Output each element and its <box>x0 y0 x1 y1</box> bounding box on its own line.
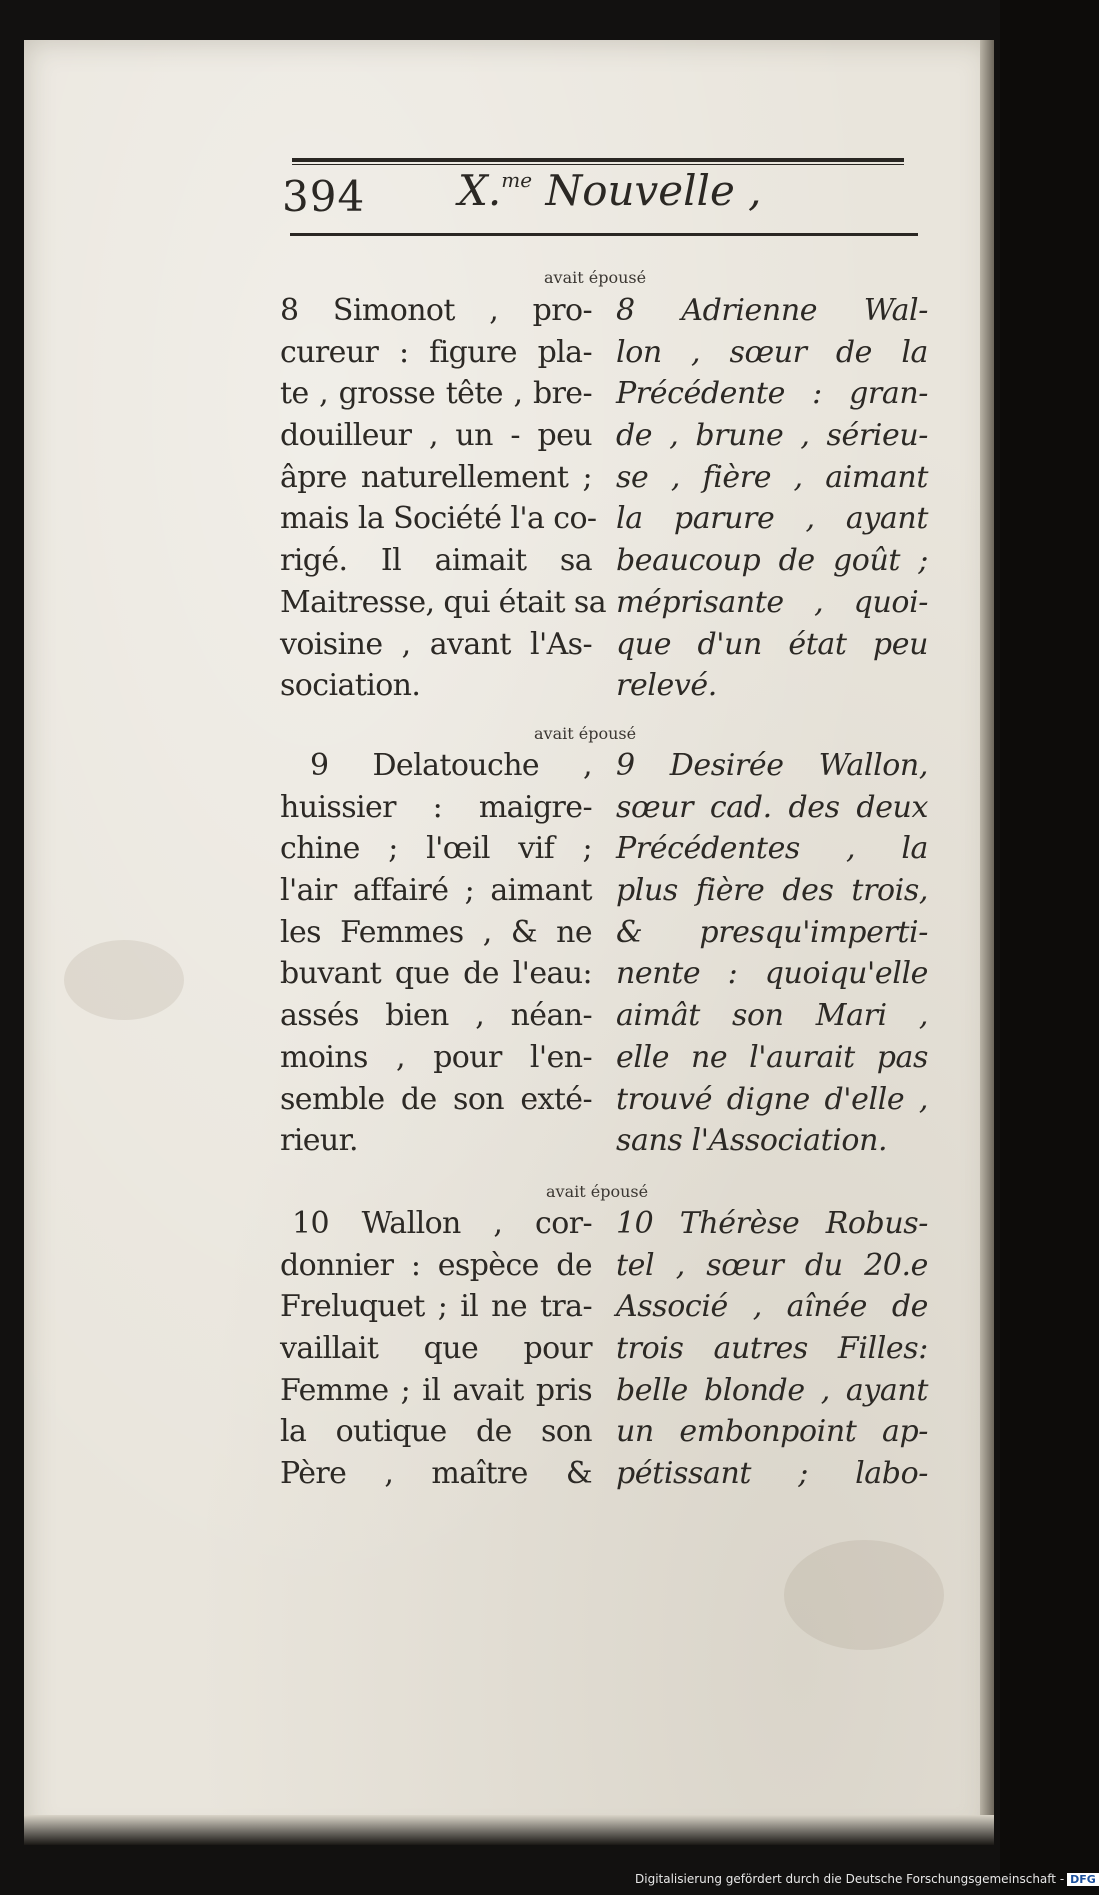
text-line: relevé. <box>616 668 717 704</box>
text-line: 9 Desirée Wallon, <box>616 748 928 783</box>
text-line: Associé , aînée de <box>616 1289 928 1325</box>
entry-wife-text <box>616 290 928 707</box>
text-line: lon , sœur de la <box>616 334 928 370</box>
text-line: que d'un état peu <box>616 626 928 662</box>
text-line: aimât son Mari , <box>616 998 928 1034</box>
entry-wife-text <box>616 745 928 1162</box>
text-line: belle blonde , ayant <box>616 1372 928 1408</box>
page-bottom-edge <box>24 1815 994 1845</box>
text-line: nente : quoiqu'elle <box>616 956 928 992</box>
text-line: te , grosse tête , bre- <box>280 376 592 412</box>
text-line: mais la Société l'a co- <box>280 501 597 537</box>
paper-stain <box>64 940 184 1020</box>
title-prefix: X. <box>458 166 502 215</box>
text-line: douilleur , un - peu <box>280 418 592 454</box>
entry-annotation: avait épousé <box>534 724 637 743</box>
text-line: donnier : espèce de <box>280 1247 592 1283</box>
digitization-credit <box>635 1872 1099 1886</box>
text-line: 10 Thérèse Robus- <box>616 1206 928 1241</box>
entry-annotation: avait épousé <box>546 1182 649 1201</box>
text-line: se , fière , aimant <box>616 459 928 495</box>
text-line: 8 Adrienne Wal- <box>616 293 928 328</box>
text-line: assés bien , néan- <box>280 998 592 1034</box>
text-line: trouvé digne d'elle , <box>616 1081 928 1117</box>
entry-husband-text <box>280 290 606 707</box>
text-line: Précédente : gran- <box>616 376 928 412</box>
text-line: l'air affairé ; aimant <box>280 873 592 909</box>
text-line: Freluquet ; il ne tra- <box>280 1289 592 1325</box>
title-superscript: me <box>501 168 533 192</box>
text-line: moins , pour l'en- <box>280 1039 592 1075</box>
text-line: la outique de son <box>280 1414 592 1450</box>
text-line: chine ; l'œil vif ; <box>280 831 592 867</box>
text-line: âpre naturellement ; <box>280 459 592 495</box>
text-line: huissier : maigre- <box>280 789 592 825</box>
text-line: semble de son exté- <box>280 1081 592 1117</box>
text-line: 10 Wallon , cor- <box>292 1206 592 1241</box>
entry-husband-text <box>280 1203 592 1495</box>
text-line: vaillait que pour <box>280 1331 592 1367</box>
text-line: Père , maître & <box>280 1456 592 1492</box>
text-line: les Femmes , & ne <box>280 914 592 950</box>
text-line: méprisante , quoi- <box>616 584 928 620</box>
text-line: buvant que de l'eau: <box>280 956 592 992</box>
text-line: Précédentes , la <box>616 831 928 867</box>
text-line: & presqu'imperti- <box>616 914 928 950</box>
text-line: 9 Delatouche , <box>310 748 592 783</box>
text-line: plus fière des trois, <box>616 873 928 909</box>
header-rule-bottom <box>290 233 918 236</box>
header-rule-top-thin <box>292 164 904 165</box>
dfg-logo: DFG <box>1067 1873 1099 1886</box>
text-line: beaucoup de goût ; <box>616 543 928 579</box>
text-line: 8 Simonot , pro- <box>280 293 592 328</box>
text-line: un embonpoint ap- <box>616 1414 928 1450</box>
entry-wife-text <box>616 1203 928 1495</box>
text-line: la parure , ayant <box>616 501 928 537</box>
text-line: tel , sœur du 20.e <box>616 1247 928 1283</box>
text-line: sans l'Association. <box>616 1123 888 1159</box>
page-number: 394 <box>282 172 366 221</box>
text-line: rieur. <box>280 1123 358 1159</box>
page-edge <box>980 40 994 1840</box>
text-line: sociation. <box>280 668 421 704</box>
paper-stain <box>784 1540 944 1650</box>
running-title <box>458 166 762 215</box>
text-line: trois autres Filles: <box>616 1331 928 1367</box>
entry-annotation: avait épousé <box>544 268 647 287</box>
text-line: de , brune , sérieu- <box>616 418 928 454</box>
text-line: elle ne l'aurait pas <box>616 1039 928 1075</box>
text-line: cureur : figure pla- <box>280 334 592 370</box>
text-line: Femme ; il avait pris <box>280 1372 592 1408</box>
credit-text: Digitalisierung gefördert durch die Deutsche Forschungsgemeinschaft - <box>635 1872 1065 1886</box>
text-line: sœur cad. des deux <box>616 789 928 825</box>
header-rule-top <box>292 158 904 162</box>
text-line: rigé. Il aimait sa <box>280 543 592 579</box>
text-line: pétissant ; labo- <box>616 1456 928 1492</box>
text-line: Maitresse, qui était sa <box>280 584 606 620</box>
entry-husband-text <box>280 745 592 1162</box>
title-main: Nouvelle , <box>545 166 762 215</box>
text-line: voisine , avant l'As- <box>280 626 592 662</box>
